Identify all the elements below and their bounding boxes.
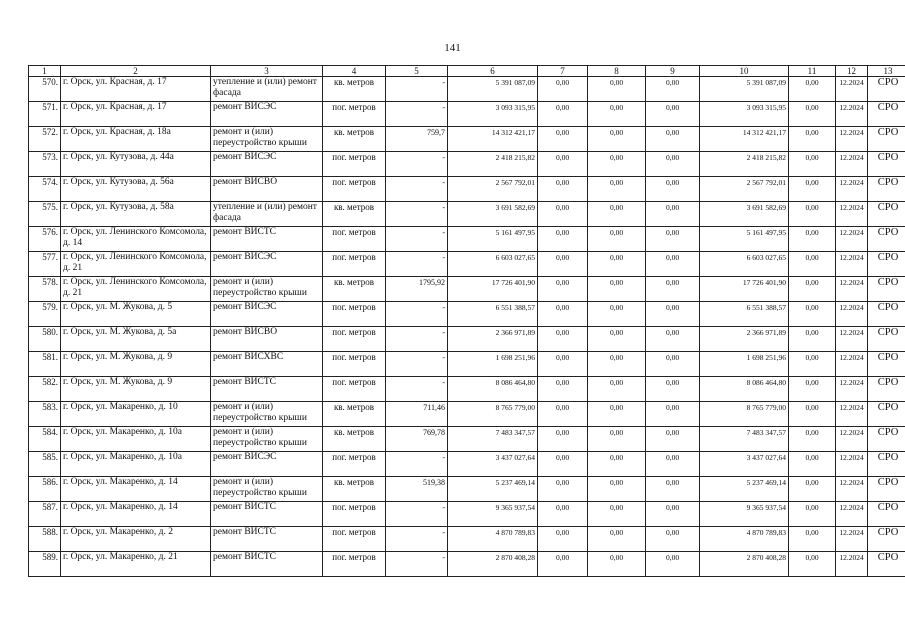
address-cell: г. Орск, ул. М. Жукова, д. 9 [61, 352, 211, 377]
cost-col9-cell: 0,00 [646, 502, 700, 527]
work-type-cell: ремонт и (или) переустройство крыши [211, 402, 323, 427]
cost-col8-cell: 0,00 [588, 152, 646, 177]
deadline-cell: 12.2024 [836, 252, 868, 277]
cost-col11-cell: 0,00 [789, 127, 836, 152]
cost-col8-cell: 0,00 [588, 452, 646, 477]
cost-col7-cell: 0,00 [538, 377, 588, 402]
column-header-11: 11 [789, 66, 836, 77]
address-cell: г. Орск, ул. Красная, д. 17 [61, 102, 211, 127]
row-number: 587. [29, 502, 61, 527]
cost-col9-cell: 0,00 [646, 327, 700, 352]
cost-col8-cell: 0,00 [588, 102, 646, 127]
source-cell: СРО [868, 527, 905, 552]
cost-col7-cell: 0,00 [538, 77, 588, 102]
cost-col11-cell: 0,00 [789, 102, 836, 127]
row-number: 579. [29, 302, 61, 327]
cost-col9-cell: 0,00 [646, 202, 700, 227]
total-cost-cell: 5 237 469,14 [448, 477, 538, 502]
deadline-cell: 12.2024 [836, 377, 868, 402]
unit-cell: пог. метров [323, 327, 386, 352]
cost-col8-cell: 0,00 [588, 552, 646, 577]
row-number: 584. [29, 427, 61, 452]
unit-cell: кв. метров [323, 127, 386, 152]
row-number: 575. [29, 202, 61, 227]
cost-col8-cell: 0,00 [588, 177, 646, 202]
row-number: 580. [29, 327, 61, 352]
deadline-cell: 12.2024 [836, 202, 868, 227]
row-number: 573. [29, 152, 61, 177]
source-cell: СРО [868, 327, 905, 352]
cost-col11-cell: 0,00 [789, 152, 836, 177]
work-type-cell: ремонт и (или) переустройство крыши [211, 477, 323, 502]
cost-col7-cell: 0,00 [538, 177, 588, 202]
cost-col11-cell: 0,00 [789, 477, 836, 502]
cost-col11-cell: 0,00 [789, 502, 836, 527]
deadline-cell: 12.2024 [836, 127, 868, 152]
source-cell: СРО [868, 402, 905, 427]
cost-col11-cell: 0,00 [789, 452, 836, 477]
unit-cell: кв. метров [323, 427, 386, 452]
cost-col10-cell: 9 365 937,54 [700, 502, 789, 527]
work-type-cell: ремонт ВИСВО [211, 327, 323, 352]
row-number: 582. [29, 377, 61, 402]
column-number-row [29, 66, 905, 77]
row-number: 581. [29, 352, 61, 377]
source-cell: СРО [868, 552, 905, 577]
cost-col7-cell: 0,00 [538, 427, 588, 452]
column-header-6: 6 [448, 66, 538, 77]
cost-col8-cell: 0,00 [588, 252, 646, 277]
unit-cell: кв. метров [323, 202, 386, 227]
cost-col11-cell: 0,00 [789, 327, 836, 352]
area-cell: - [386, 252, 448, 277]
total-cost-cell: 17 726 401,90 [448, 277, 538, 302]
table-row [29, 127, 905, 152]
table-row [29, 77, 905, 102]
cost-col11-cell: 0,00 [789, 527, 836, 552]
total-cost-cell: 2 418 215,82 [448, 152, 538, 177]
cost-col9-cell: 0,00 [646, 377, 700, 402]
cost-col9-cell: 0,00 [646, 477, 700, 502]
cost-col10-cell: 1 698 251,96 [700, 352, 789, 377]
address-cell: г. Орск, ул. Макаренко, д. 21 [61, 552, 211, 577]
cost-col8-cell: 0,00 [588, 377, 646, 402]
unit-cell: кв. метров [323, 77, 386, 102]
cost-col10-cell: 14 312 421,17 [700, 127, 789, 152]
cost-col8-cell: 0,00 [588, 302, 646, 327]
unit-cell: пог. метров [323, 227, 386, 252]
cost-col10-cell: 2 366 971,89 [700, 327, 789, 352]
work-type-cell: ремонт ВИСТС [211, 502, 323, 527]
deadline-cell: 12.2024 [836, 477, 868, 502]
source-cell: СРО [868, 427, 905, 452]
total-cost-cell: 9 365 937,54 [448, 502, 538, 527]
unit-cell: кв. метров [323, 477, 386, 502]
cost-col8-cell: 0,00 [588, 527, 646, 552]
cost-col11-cell: 0,00 [789, 377, 836, 402]
row-number: 589. [29, 552, 61, 577]
address-cell: г. Орск, ул. Макаренко, д. 14 [61, 502, 211, 527]
unit-cell: пог. метров [323, 452, 386, 477]
deadline-cell: 12.2024 [836, 327, 868, 352]
address-cell: г. Орск, ул. Макаренко, д. 10а [61, 452, 211, 477]
cost-col10-cell: 2 870 408,28 [700, 552, 789, 577]
cost-col8-cell: 0,00 [588, 402, 646, 427]
deadline-cell: 12.2024 [836, 177, 868, 202]
table-row [29, 227, 905, 252]
cost-col10-cell: 2 418 215,82 [700, 152, 789, 177]
unit-cell: пог. метров [323, 352, 386, 377]
cost-col9-cell: 0,00 [646, 252, 700, 277]
column-header-7: 7 [538, 66, 588, 77]
row-number: 572. [29, 127, 61, 152]
deadline-cell: 12.2024 [836, 227, 868, 252]
area-cell: 519,38 [386, 477, 448, 502]
row-number: 588. [29, 527, 61, 552]
area-cell: - [386, 552, 448, 577]
cost-col11-cell: 0,00 [789, 352, 836, 377]
cost-col7-cell: 0,00 [538, 277, 588, 302]
row-number: 571. [29, 102, 61, 127]
source-cell: СРО [868, 277, 905, 302]
column-header-5: 5 [386, 66, 448, 77]
total-cost-cell: 3 691 582,69 [448, 202, 538, 227]
source-cell: СРО [868, 202, 905, 227]
page-number: 141 [444, 42, 461, 54]
cost-col7-cell: 0,00 [538, 302, 588, 327]
work-type-cell: ремонт ВИСТС [211, 527, 323, 552]
row-number: 586. [29, 477, 61, 502]
cost-col9-cell: 0,00 [646, 302, 700, 327]
source-cell: СРО [868, 177, 905, 202]
deadline-cell: 12.2024 [836, 552, 868, 577]
source-cell: СРО [868, 502, 905, 527]
source-cell: СРО [868, 377, 905, 402]
cost-col10-cell: 3 437 027,64 [700, 452, 789, 477]
cost-col8-cell: 0,00 [588, 202, 646, 227]
column-header-12: 12 [836, 66, 868, 77]
address-cell: г. Орск, ул. Макаренко, д. 10 [61, 402, 211, 427]
cost-col8-cell: 0,00 [588, 352, 646, 377]
deadline-cell: 12.2024 [836, 77, 868, 102]
cost-col10-cell: 8 765 779,00 [700, 402, 789, 427]
work-type-cell: утепление и (или) ремонт фасада [211, 77, 323, 102]
work-type-cell: утепление и (или) ремонт фасада [211, 202, 323, 227]
work-type-cell: ремонт и (или) переустройство крыши [211, 277, 323, 302]
cost-col7-cell: 0,00 [538, 352, 588, 377]
address-cell: г. Орск, ул. Кутузова, д. 58а [61, 202, 211, 227]
table-header [29, 66, 905, 77]
total-cost-cell: 14 312 421,17 [448, 127, 538, 152]
cost-col8-cell: 0,00 [588, 127, 646, 152]
cost-col7-cell: 0,00 [538, 102, 588, 127]
total-cost-cell: 7 483 347,57 [448, 427, 538, 452]
source-cell: СРО [868, 152, 905, 177]
column-header-9: 9 [646, 66, 700, 77]
area-cell: - [386, 452, 448, 477]
table-row [29, 502, 905, 527]
unit-cell: пог. метров [323, 502, 386, 527]
total-cost-cell: 2 870 408,28 [448, 552, 538, 577]
column-header-3: 3 [211, 66, 323, 77]
area-cell: - [386, 302, 448, 327]
cost-col7-cell: 0,00 [538, 127, 588, 152]
unit-cell: пог. метров [323, 552, 386, 577]
total-cost-cell: 2 567 792,01 [448, 177, 538, 202]
source-cell: СРО [868, 227, 905, 252]
area-cell: 759,7 [386, 127, 448, 152]
area-cell: - [386, 77, 448, 102]
work-type-cell: ремонт ВИСВО [211, 177, 323, 202]
cost-col9-cell: 0,00 [646, 452, 700, 477]
address-cell: г. Орск, ул. Макаренко, д. 14 [61, 477, 211, 502]
unit-cell: пог. метров [323, 152, 386, 177]
total-cost-cell: 8 086 464,80 [448, 377, 538, 402]
cost-col10-cell: 2 567 792,01 [700, 177, 789, 202]
area-cell: - [386, 527, 448, 552]
work-type-cell: ремонт ВИСЭС [211, 152, 323, 177]
unit-cell: пог. метров [323, 102, 386, 127]
deadline-cell: 12.2024 [836, 277, 868, 302]
cost-col7-cell: 0,00 [538, 202, 588, 227]
cost-col8-cell: 0,00 [588, 477, 646, 502]
total-cost-cell: 5 391 087,09 [448, 77, 538, 102]
address-cell: г. Орск, ул. М. Жукова, д. 5а [61, 327, 211, 352]
deadline-cell: 12.2024 [836, 527, 868, 552]
work-type-cell: ремонт ВИСТС [211, 552, 323, 577]
total-cost-cell: 8 765 779,00 [448, 402, 538, 427]
cost-col11-cell: 0,00 [789, 252, 836, 277]
total-cost-cell: 3 093 315,95 [448, 102, 538, 127]
table-row [29, 252, 905, 277]
area-cell: - [386, 227, 448, 252]
unit-cell: пог. метров [323, 377, 386, 402]
area-cell: - [386, 152, 448, 177]
cost-col10-cell: 3 093 315,95 [700, 102, 789, 127]
address-cell: г. Орск, ул. Красная, д. 18а [61, 127, 211, 152]
cost-col8-cell: 0,00 [588, 327, 646, 352]
row-number: 574. [29, 177, 61, 202]
cost-col7-cell: 0,00 [538, 252, 588, 277]
area-cell: - [386, 377, 448, 402]
deadline-cell: 12.2024 [836, 502, 868, 527]
table-row [29, 552, 905, 577]
source-cell: СРО [868, 252, 905, 277]
cost-col7-cell: 0,00 [538, 327, 588, 352]
address-cell: г. Орск, ул. М. Жукова, д. 5 [61, 302, 211, 327]
row-number: 577. [29, 252, 61, 277]
total-cost-cell: 3 437 027,64 [448, 452, 538, 477]
cost-col8-cell: 0,00 [588, 277, 646, 302]
row-number: 583. [29, 402, 61, 427]
row-number: 578. [29, 277, 61, 302]
column-header-4: 4 [323, 66, 386, 77]
cost-col11-cell: 0,00 [789, 77, 836, 102]
cost-col10-cell: 5 161 497,95 [700, 227, 789, 252]
column-header-13: 13 [868, 66, 905, 77]
cost-col11-cell: 0,00 [789, 302, 836, 327]
deadline-cell: 12.2024 [836, 402, 868, 427]
area-cell: - [386, 502, 448, 527]
row-number: 585. [29, 452, 61, 477]
total-cost-cell: 5 161 497,95 [448, 227, 538, 252]
cost-col7-cell: 0,00 [538, 552, 588, 577]
cost-col9-cell: 0,00 [646, 77, 700, 102]
source-cell: СРО [868, 102, 905, 127]
deadline-cell: 12.2024 [836, 302, 868, 327]
work-type-cell: ремонт ВИСЭС [211, 452, 323, 477]
area-cell: - [386, 102, 448, 127]
cost-col10-cell: 17 726 401,90 [700, 277, 789, 302]
work-type-cell: ремонт ВИСХВС [211, 352, 323, 377]
area-cell: 1795,92 [386, 277, 448, 302]
cost-col10-cell: 8 086 464,80 [700, 377, 789, 402]
work-type-cell: ремонт ВИСТС [211, 227, 323, 252]
cost-col10-cell: 5 237 469,14 [700, 477, 789, 502]
area-cell: - [386, 177, 448, 202]
cost-col9-cell: 0,00 [646, 102, 700, 127]
column-header-8: 8 [588, 66, 646, 77]
source-cell: СРО [868, 452, 905, 477]
table-row [29, 152, 905, 177]
table-row [29, 452, 905, 477]
column-header-1: 1 [29, 66, 61, 77]
work-type-cell: ремонт ВИСЭС [211, 252, 323, 277]
cost-col10-cell: 6 603 027,65 [700, 252, 789, 277]
row-number: 570. [29, 77, 61, 102]
total-cost-cell: 1 698 251,96 [448, 352, 538, 377]
unit-cell: пог. метров [323, 527, 386, 552]
cost-col9-cell: 0,00 [646, 527, 700, 552]
area-cell: 711,46 [386, 402, 448, 427]
address-cell: г. Орск, ул. Кутузова, д. 56а [61, 177, 211, 202]
area-cell: - [386, 327, 448, 352]
source-cell: СРО [868, 302, 905, 327]
address-cell: г. Орск, ул. Макаренко, д. 2 [61, 527, 211, 552]
cost-col8-cell: 0,00 [588, 227, 646, 252]
cost-col10-cell: 7 483 347,57 [700, 427, 789, 452]
cost-col9-cell: 0,00 [646, 277, 700, 302]
cost-col7-cell: 0,00 [538, 502, 588, 527]
cost-col11-cell: 0,00 [789, 227, 836, 252]
table-row [29, 352, 905, 377]
table-row [29, 277, 905, 302]
table-row [29, 102, 905, 127]
deadline-cell: 12.2024 [836, 427, 868, 452]
cost-col11-cell: 0,00 [789, 402, 836, 427]
cost-col11-cell: 0,00 [789, 427, 836, 452]
source-cell: СРО [868, 352, 905, 377]
cost-col8-cell: 0,00 [588, 502, 646, 527]
column-header-2: 2 [61, 66, 211, 77]
table-body [29, 77, 905, 577]
unit-cell: кв. метров [323, 402, 386, 427]
work-type-cell: ремонт и (или) переустройство крыши [211, 127, 323, 152]
address-cell: г. Орск, ул. Ленинского Комсомола, д. 21 [61, 277, 211, 302]
address-cell: г. Орск, ул. Макаренко, д. 10а [61, 427, 211, 452]
unit-cell: пог. метров [323, 302, 386, 327]
table-row [29, 327, 905, 352]
source-cell: СРО [868, 127, 905, 152]
address-cell: г. Орск, ул. Красная, д. 17 [61, 77, 211, 102]
cost-col11-cell: 0,00 [789, 202, 836, 227]
total-cost-cell: 6 551 388,57 [448, 302, 538, 327]
cost-col9-cell: 0,00 [646, 177, 700, 202]
table-row [29, 402, 905, 427]
repair-register-table [28, 65, 905, 577]
deadline-cell: 12.2024 [836, 102, 868, 127]
cost-col9-cell: 0,00 [646, 127, 700, 152]
cost-col9-cell: 0,00 [646, 227, 700, 252]
cost-col9-cell: 0,00 [646, 352, 700, 377]
address-cell: г. Орск, ул. М. Жукова, д. 9 [61, 377, 211, 402]
table-row [29, 527, 905, 552]
work-type-cell: ремонт ВИСЭС [211, 302, 323, 327]
cost-col7-cell: 0,00 [538, 527, 588, 552]
column-header-10: 10 [700, 66, 789, 77]
work-type-cell: ремонт ВИСЭС [211, 102, 323, 127]
area-cell: - [386, 352, 448, 377]
cost-col7-cell: 0,00 [538, 477, 588, 502]
address-cell: г. Орск, ул. Кутузова, д. 44а [61, 152, 211, 177]
cost-col10-cell: 6 551 388,57 [700, 302, 789, 327]
table-row [29, 427, 905, 452]
table-row [29, 202, 905, 227]
table-row [29, 377, 905, 402]
cost-col11-cell: 0,00 [789, 277, 836, 302]
table-row [29, 177, 905, 202]
cost-col7-cell: 0,00 [538, 152, 588, 177]
total-cost-cell: 4 870 789,83 [448, 527, 538, 552]
cost-col10-cell: 4 870 789,83 [700, 527, 789, 552]
area-cell: 769,78 [386, 427, 448, 452]
source-cell: СРО [868, 477, 905, 502]
address-cell: г. Орск, ул. Ленинского Комсомола, д. 21 [61, 252, 211, 277]
cost-col7-cell: 0,00 [538, 402, 588, 427]
deadline-cell: 12.2024 [836, 152, 868, 177]
deadline-cell: 12.2024 [836, 452, 868, 477]
area-cell: - [386, 202, 448, 227]
unit-cell: пог. метров [323, 252, 386, 277]
total-cost-cell: 2 366 971,89 [448, 327, 538, 352]
unit-cell: кв. метров [323, 277, 386, 302]
cost-col9-cell: 0,00 [646, 402, 700, 427]
cost-col8-cell: 0,00 [588, 427, 646, 452]
cost-col11-cell: 0,00 [789, 177, 836, 202]
row-number: 576. [29, 227, 61, 252]
source-cell: СРО [868, 77, 905, 102]
cost-col8-cell: 0,00 [588, 77, 646, 102]
cost-col7-cell: 0,00 [538, 452, 588, 477]
cost-col9-cell: 0,00 [646, 427, 700, 452]
address-cell: г. Орск, ул. Ленинского Комсомола, д. 14 [61, 227, 211, 252]
unit-cell: пог. метров [323, 177, 386, 202]
cost-col9-cell: 0,00 [646, 552, 700, 577]
table-row [29, 477, 905, 502]
work-type-cell: ремонт и (или) переустройство крыши [211, 427, 323, 452]
cost-col10-cell: 5 391 087,09 [700, 77, 789, 102]
cost-col11-cell: 0,00 [789, 552, 836, 577]
work-type-cell: ремонт ВИСТС [211, 377, 323, 402]
deadline-cell: 12.2024 [836, 352, 868, 377]
cost-col10-cell: 3 691 582,69 [700, 202, 789, 227]
cost-col9-cell: 0,00 [646, 152, 700, 177]
total-cost-cell: 6 603 027,65 [448, 252, 538, 277]
table-row [29, 302, 905, 327]
cost-col7-cell: 0,00 [538, 227, 588, 252]
